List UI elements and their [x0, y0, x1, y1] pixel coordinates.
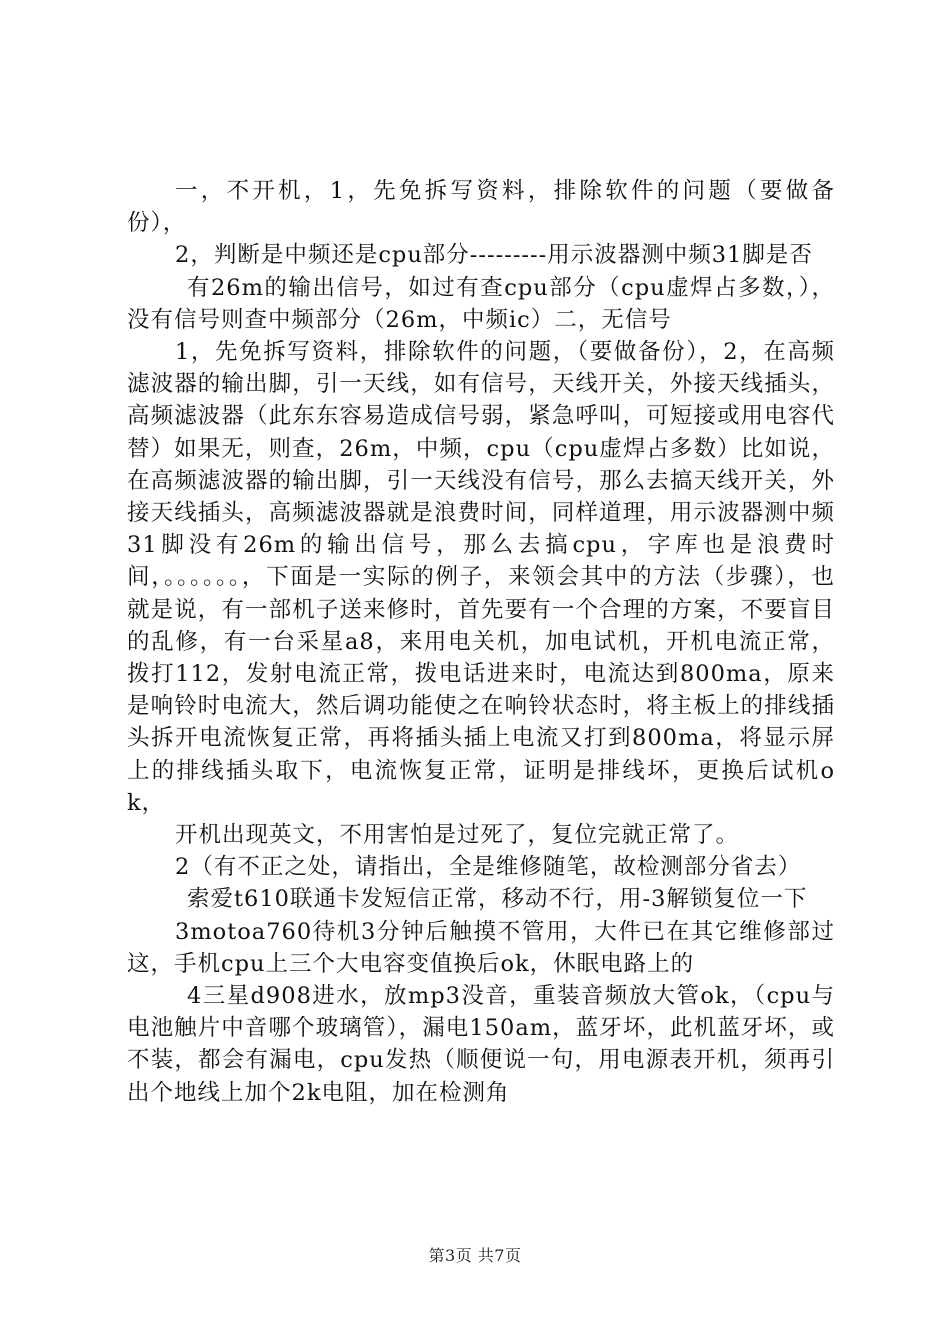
paragraph-6: 2（有不正之处，请指出，全是维修随笔，故检测部分省去） [175, 854, 802, 881]
document-body [127, 175, 835, 1109]
paragraph-9: 4三星d908进水，放mp3没音，重装音频放大管ok，（cpu与电池触片中音哪个玻璃管），漏电150am，蓝牙坏，此机蓝牙坏，或不装，都会有漏电，cpu发热（顺便说一句，用电源表开机，须再引出个地线上加个2k电阻，加在检测角 [127, 983, 835, 1106]
page-number-footer: 第3页 共7页 [428, 1246, 522, 1265]
paragraph-4: 1，先免拆写资料，排除软件的问题，（要做备份），2，在高频滤波器的输出脚，引一天线，如有信号，天线开关，外接天线插头，高频滤波器（此东东容易造成信号弱，紧急呼叫，可短接或用电容代替）如果无，则查，26m，中频，cpu（cpu虚焊占多数）比如说，在高频滤波器的输出脚，引一天线没有信号，那么去搞天线开关，外接天线插头，高频滤波器就是浪费时间，同样道理，用示波器测中频31脚没有26m的输出信号，那么去搞cpu，字库也是浪费时间，。。。。。。，下面是一实际的例子，来领会其中的方法（步骤），也就是说，有一部机子送来修时，首先要有一个合理的方案，不要盲目的乱修，有一台采星a8，来用电关机，加电试机，开机电流正常，拨打112，发射电流正常，拨电话进来时，电流达到800ma，原来是响铃时电流大，然后调功能使之在响铃状态时，将主板上的排线插头拆开电流恢复正常，再将插头插上电流又打到800ma，将显示屏上的排线插头取下，电流恢复正常，证明是排线坏，更换后试机ok， [127, 339, 835, 816]
paragraph-5: 开机出现英文，不用害怕是过死了，复位完就正常了。 [175, 822, 740, 849]
paragraph-3: 有26m的输出信号，如过有查cpu部分（cpu虚焊占多数，），没有信号则查中频部分（26m，中频ic）二，无信号 [127, 274, 835, 333]
paragraph-7: 索爱t610联通卡发短信正常，移动不行，用-3解锁复位一下 [187, 886, 808, 913]
paragraph-2: 2，判断是中频还是cpu部分---------用示波器测中频31脚是否 [175, 242, 813, 269]
paragraph-1: 一，不开机，1，先免拆写资料，排除软件的问题（要做备份）， [127, 178, 835, 237]
paragraph-8: 3motoa760待机3分钟后触摸不管用，大件已在其它维修部过这，手机cpu上三个大电容变值换后ok，休眠电路上的 [127, 918, 835, 977]
